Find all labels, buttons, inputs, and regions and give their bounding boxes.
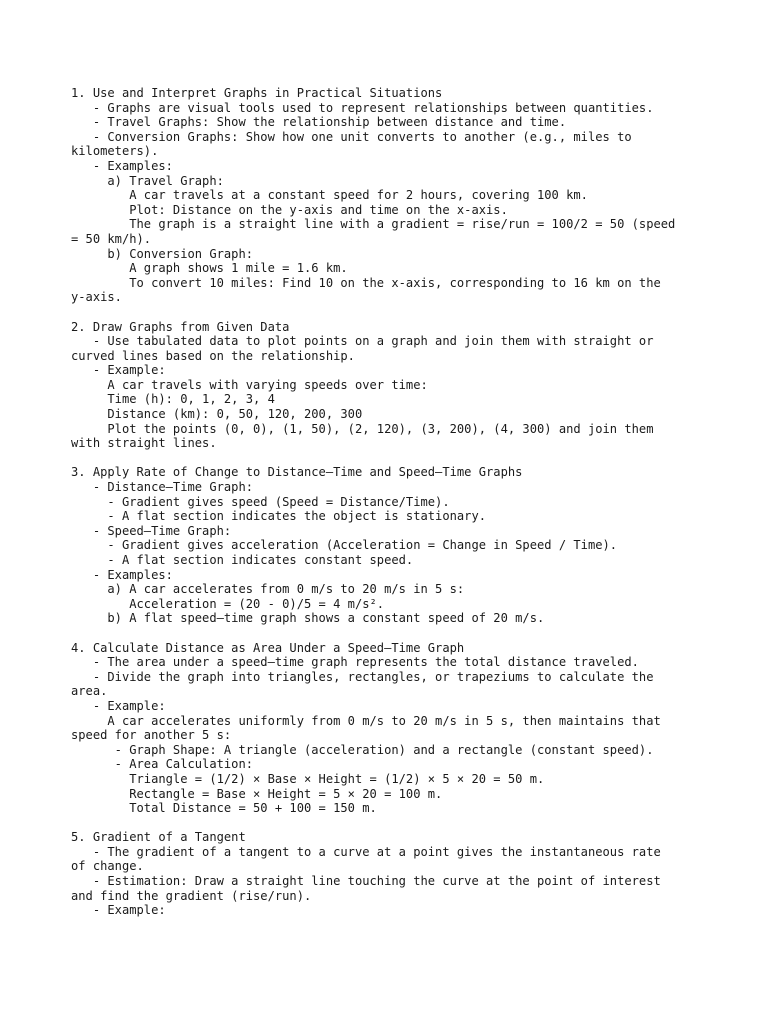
document-line: Triangle = (1/2) × Base × Height = (1/2) × 5 × 20 = 50 m. xyxy=(71,771,545,786)
document-line: a) Travel Graph: xyxy=(71,173,224,188)
document-line xyxy=(71,816,711,831)
document-line: of change. xyxy=(71,859,144,874)
document-line xyxy=(71,305,711,320)
document-line: - Example: xyxy=(71,903,166,918)
document-line: Time (h): 0, 1, 2, 3, 4 xyxy=(71,392,275,407)
document-line: Plot the points (0, 0), (1, 50), (2, 120), (3, 200), (4, 300) and join them xyxy=(71,421,654,436)
document-line: and find the gradient (rise/run). xyxy=(71,888,312,903)
document-line: - Example: xyxy=(71,363,166,378)
document-line: 5. Gradient of a Tangent xyxy=(71,830,246,845)
document-line: - Distance–Time Graph: xyxy=(71,480,254,495)
document-line: Distance (km): 0, 50, 120, 200, 300 xyxy=(71,407,363,422)
document-line: b) A flat speed–time graph shows a constant speed of 20 m/s. xyxy=(71,611,545,626)
document-line: - The gradient of a tangent to a curve at a point gives the instantaneous rate xyxy=(71,844,661,859)
document-line: speed for another 5 s: xyxy=(71,728,232,743)
document-line: area. xyxy=(71,684,108,699)
document-line: Plot: Distance on the y-axis and time on the x-axis. xyxy=(71,202,508,217)
document-line: - Examples: xyxy=(71,567,173,582)
document-line: 3. Apply Rate of Change to Distance–Time and Speed–Time Graphs xyxy=(71,465,523,480)
document-line: A car travels at a constant speed for 2 hours, covering 100 km. xyxy=(71,188,588,203)
document-line xyxy=(71,626,711,641)
document-line: 2. Draw Graphs from Given Data xyxy=(71,319,290,334)
document-line: Rectangle = Base × Height = 5 × 20 = 100 m. xyxy=(71,786,443,801)
document-line: To convert 10 miles: Find 10 on the x-axis, corresponding to 16 km on the xyxy=(71,275,661,290)
document-line: A car accelerates uniformly from 0 m/s to 20 m/s in 5 s, then maintains that xyxy=(71,713,661,728)
document-line: - Estimation: Draw a straight line touching the curve at the point of interest xyxy=(71,874,661,889)
document-line: 1. Use and Interpret Graphs in Practical Situations xyxy=(71,86,443,100)
document-line: - Graph Shape: A triangle (acceleration) and a rectangle (constant speed). xyxy=(71,742,654,757)
document-line: y-axis. xyxy=(71,290,122,305)
document-line: - Travel Graphs: Show the relationship between distance and time. xyxy=(71,115,567,130)
document-line: - Speed–Time Graph: xyxy=(71,523,232,538)
document-line: - A flat section indicates constant speed. xyxy=(71,553,414,567)
document-line: A graph shows 1 mile = 1.6 km. xyxy=(71,261,348,276)
document-line: - Examples: xyxy=(71,158,173,173)
document-line: - A flat section indicates the object is stationary. xyxy=(71,509,487,524)
document-line: - Example: xyxy=(71,698,166,713)
document-line: - Gradient gives speed (Speed = Distance/Time). xyxy=(71,494,450,509)
document-line xyxy=(71,451,711,466)
document-line: - Area Calculation: xyxy=(71,757,254,772)
document-line: - The area under a speed–time graph represents the total distance traveled. xyxy=(71,655,639,670)
document-line: - Conversion Graphs: Show how one unit converts to another (e.g., miles to xyxy=(71,129,632,144)
document-line: a) A car accelerates from 0 m/s to 20 m/s in 5 s: xyxy=(71,582,465,597)
document-body xyxy=(71,86,711,918)
document-line: Acceleration = (20 - 0)/5 = 4 m/s². xyxy=(71,596,385,611)
document-line: The graph is a straight line with a gradient = rise/run = 100/2 = 50 (speed xyxy=(71,217,676,232)
document-line: = 50 km/h). xyxy=(71,231,152,246)
document-line: Total Distance = 50 + 100 = 150 m. xyxy=(71,801,377,816)
document-line: with straight lines. xyxy=(71,436,217,451)
document-line: - Divide the graph into triangles, rectangles, or trapeziums to calculate the xyxy=(71,669,654,684)
document-line: kilometers). xyxy=(71,144,159,159)
document-line: - Graphs are visual tools used to represent relationships between quantities. xyxy=(71,100,654,115)
document-line: - Use tabulated data to plot points on a graph and join them with straight or xyxy=(71,334,654,349)
document-line: 4. Calculate Distance as Area Under a Speed–Time Graph xyxy=(71,640,465,655)
document-line: b) Conversion Graph: xyxy=(71,246,254,261)
document-line: A car travels with varying speeds over time: xyxy=(71,377,428,392)
document-line: curved lines based on the relationship. xyxy=(71,348,355,363)
document-line: - Gradient gives acceleration (Acceleration = Change in Speed / Time). xyxy=(71,538,618,553)
